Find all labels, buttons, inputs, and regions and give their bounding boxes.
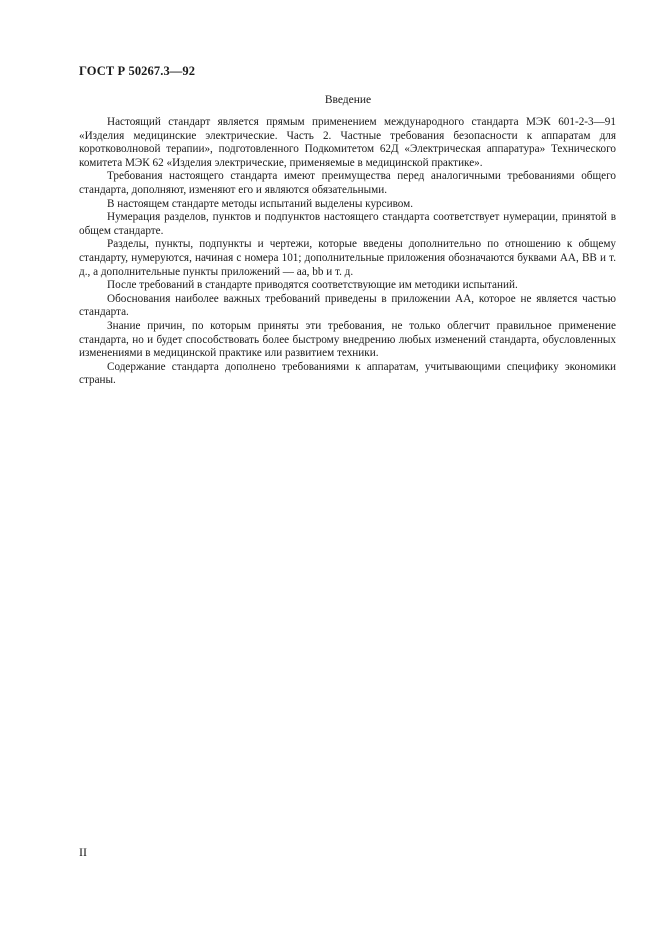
paragraph: Содержание стандарта дополнено требованиями к аппаратам, учитывающими специфику экономики страны. (79, 360, 616, 387)
body-text (79, 116, 616, 388)
paragraph: Разделы, пункты, подпункты и чертежи, которые введены дополнительно по отношению к общему стандарту, нумеруются, начиная с номера 101; дополнительные приложения обозначаются буквами АА, ВВ и т. д., а дополнительные пункты приложений — аа, bb и т. д. (79, 238, 616, 278)
paragraph: Обоснования наиболее важных требований приведены в приложении АА, которое не является частью стандарта. (79, 292, 616, 319)
page-number: II (79, 845, 87, 859)
paragraph: Нумерация разделов, пунктов и подпунктов настоящего стандарта соответствует нумерации, принятой в общем стандарте. (79, 211, 616, 237)
paragraph: Настоящий стандарт является прямым применением международного стандарта МЭК 601-2-3—91 «Изделия медицинские электрические. Часть 2. Частные требования безопасности к аппаратам для коротковолновой терапии», подготовленного Подкомитетом 62Д «Электрическая аппаратура» Технического комитета МЭК 62 «Изделия электрические, применяемые в медицинской практике». (79, 116, 616, 169)
section-title: Введение (324, 94, 372, 106)
paragraph: В настоящем стандарте методы испытаний выделены курсивом. (107, 197, 414, 210)
paragraph: Знание причин, по которым приняты эти требования, не только облегчит правильное применение стандарта, но и будет способствовать более быстрому внедрению любых изменений стандарта, обусловленных изменениями в медицинской практике или развитием техники. (79, 319, 616, 360)
paragraph: Требования настоящего стандарта имеют преимущества перед аналогичными требованиями общего стандарта, дополняют, изменяют его и являются обязательными. (79, 170, 616, 196)
paragraph: После требований в стандарте приводятся соответствующие им методики испытаний. (107, 279, 518, 292)
document-code-header: ГОСТ Р 50267.3—92 (79, 64, 196, 78)
